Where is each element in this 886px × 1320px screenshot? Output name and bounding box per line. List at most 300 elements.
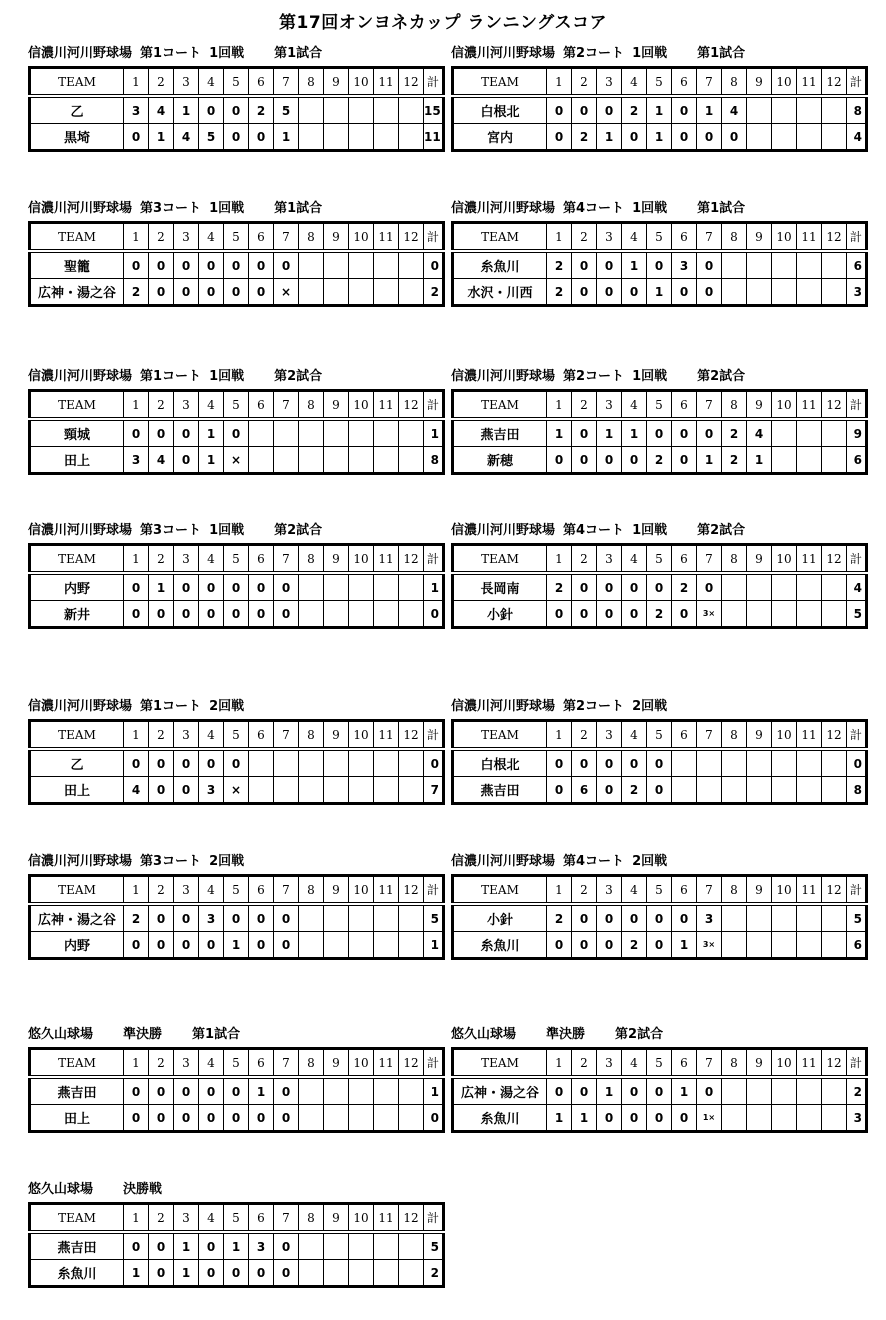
inning-score <box>797 96 822 124</box>
inning-score: 1 <box>149 124 174 151</box>
caption-round: 1回戦 <box>632 201 668 216</box>
inning-score: 1 <box>647 96 672 124</box>
inning-score <box>672 749 697 777</box>
score-block <box>451 853 867 960</box>
inning-score: 3 <box>124 447 149 474</box>
header-inning: 5 <box>647 68 672 97</box>
inning-score: 0 <box>199 1232 224 1260</box>
inning-score <box>399 419 424 447</box>
header-inning: 10 <box>349 68 374 97</box>
header-inning: 10 <box>772 223 797 252</box>
caption-game: 第1試合 <box>274 46 323 61</box>
inning-score: 0 <box>647 573 672 601</box>
header-inning: 11 <box>374 223 399 252</box>
inning-score: 3 <box>672 251 697 279</box>
inning-score: 0 <box>597 447 622 474</box>
inning-score: 0 <box>672 447 697 474</box>
inning-score: 0 <box>124 749 149 777</box>
total-score: 5 <box>847 601 867 628</box>
header-inning: 6 <box>249 1204 274 1233</box>
team-row <box>453 251 867 279</box>
header-row <box>30 545 444 574</box>
header-inning: 7 <box>697 68 722 97</box>
inning-score <box>399 932 424 959</box>
inning-score <box>772 601 797 628</box>
team-name: 糸魚川 <box>453 251 547 279</box>
inning-score <box>747 1077 772 1105</box>
inning-score: 0 <box>224 749 249 777</box>
score-block <box>28 1026 444 1133</box>
header-inning: 10 <box>772 545 797 574</box>
inning-score <box>772 279 797 306</box>
caption-venue: 悠久山球場 <box>28 1027 94 1042</box>
inning-score <box>797 932 822 959</box>
inning-score <box>399 96 424 124</box>
team-name: 聖籠 <box>30 251 124 279</box>
inning-score: 0 <box>572 904 597 932</box>
header-row <box>453 545 867 574</box>
header-total: 計 <box>847 1049 867 1078</box>
team-row <box>453 1077 867 1105</box>
inning-score: 0 <box>647 419 672 447</box>
caption-round: 1回戦 <box>632 369 668 384</box>
header-inning: 11 <box>797 1049 822 1078</box>
inning-score <box>772 749 797 777</box>
header-inning: 3 <box>174 68 199 97</box>
inning-score <box>374 124 399 151</box>
header-total: 計 <box>424 223 444 252</box>
inning-score: 0 <box>224 251 249 279</box>
inning-score: 0 <box>124 1105 149 1132</box>
team-name: 広神・湯之谷 <box>30 279 124 306</box>
header-team: TEAM <box>453 876 547 905</box>
inning-score <box>697 749 722 777</box>
inning-score <box>374 573 399 601</box>
caption-court: 第1コート <box>140 699 202 714</box>
inning-score <box>797 749 822 777</box>
inning-score: 4 <box>149 447 174 474</box>
score-block <box>28 200 444 307</box>
inning-score: 0 <box>697 251 722 279</box>
inning-score <box>797 251 822 279</box>
header-inning: 10 <box>349 223 374 252</box>
inning-score: 0 <box>199 1105 224 1132</box>
header-inning: 6 <box>672 876 697 905</box>
score-table <box>451 1047 868 1133</box>
header-inning: 6 <box>672 545 697 574</box>
caption-round: 1回戦 <box>209 46 245 61</box>
header-inning: 2 <box>149 223 174 252</box>
header-inning: 9 <box>747 721 772 750</box>
score-table <box>451 389 868 475</box>
inning-score: 0 <box>199 749 224 777</box>
team-row <box>30 251 444 279</box>
header-inning: 10 <box>349 876 374 905</box>
team-name: 広神・湯之谷 <box>453 1077 547 1105</box>
header-inning: 8 <box>722 223 747 252</box>
inning-score: 0 <box>149 1232 174 1260</box>
inning-score: 1 <box>174 96 199 124</box>
total-score: 0 <box>424 601 444 628</box>
header-inning: 12 <box>399 876 424 905</box>
caption-venue: 信濃川河川野球場 <box>451 369 556 384</box>
inning-score: 0 <box>672 1105 697 1132</box>
score-block <box>451 368 867 475</box>
game-caption <box>28 698 444 716</box>
header-inning: 3 <box>597 391 622 420</box>
inning-score: 0 <box>174 251 199 279</box>
inning-score <box>822 573 847 601</box>
inning-score <box>299 601 324 628</box>
header-inning: 8 <box>722 545 747 574</box>
header-inning: 12 <box>399 391 424 420</box>
header-inning: 2 <box>149 876 174 905</box>
header-inning: 12 <box>399 1204 424 1233</box>
inning-score <box>747 932 772 959</box>
inning-score: 4 <box>722 96 747 124</box>
inning-score <box>299 96 324 124</box>
inning-score: 0 <box>274 1077 299 1105</box>
inning-score: 0 <box>249 932 274 959</box>
inning-score <box>822 777 847 804</box>
inning-score <box>324 573 349 601</box>
header-inning: 9 <box>747 391 772 420</box>
inning-score: 0 <box>149 1077 174 1105</box>
header-team: TEAM <box>453 721 547 750</box>
score-table <box>28 389 445 475</box>
inning-score <box>299 1232 324 1260</box>
inning-score: 0 <box>174 279 199 306</box>
total-score: 11 <box>424 124 444 151</box>
header-inning: 4 <box>199 223 224 252</box>
inning-score: 1 <box>622 251 647 279</box>
inning-score: 3 <box>249 1232 274 1260</box>
total-score: 8 <box>847 777 867 804</box>
header-inning: 1 <box>124 876 149 905</box>
score-block <box>451 200 867 307</box>
inning-score: 0 <box>224 573 249 601</box>
inning-score: 0 <box>149 419 174 447</box>
header-inning: 4 <box>622 876 647 905</box>
header-inning: 10 <box>772 876 797 905</box>
team-name: 糸魚川 <box>30 1260 124 1287</box>
game-caption <box>451 368 867 386</box>
caption-round: 1回戦 <box>632 523 668 538</box>
inning-score <box>797 1105 822 1132</box>
inning-score: 0 <box>149 904 174 932</box>
score-table <box>451 719 868 805</box>
inning-score: 0 <box>249 904 274 932</box>
header-inning: 5 <box>224 68 249 97</box>
inning-score: 0 <box>622 573 647 601</box>
inning-score: 0 <box>274 601 299 628</box>
inning-score: 0 <box>249 251 274 279</box>
inning-score <box>399 1105 424 1132</box>
inning-score <box>722 904 747 932</box>
inning-score: 0 <box>124 1232 149 1260</box>
inning-score: 0 <box>274 251 299 279</box>
total-score: 5 <box>424 904 444 932</box>
header-inning: 4 <box>622 391 647 420</box>
header-inning: 8 <box>299 68 324 97</box>
header-inning: 7 <box>697 223 722 252</box>
inning-score: 0 <box>572 1077 597 1105</box>
inning-score: 0 <box>597 251 622 279</box>
header-inning: 11 <box>374 1049 399 1078</box>
total-score: 4 <box>847 124 867 151</box>
inning-score <box>399 251 424 279</box>
inning-score <box>399 749 424 777</box>
header-inning: 11 <box>797 876 822 905</box>
inning-score: 0 <box>622 447 647 474</box>
inning-score: 0 <box>124 932 149 959</box>
inning-score <box>747 251 772 279</box>
team-name: 糸魚川 <box>453 932 547 959</box>
total-score: 1 <box>424 1077 444 1105</box>
caption-round: 1回戦 <box>209 201 245 216</box>
header-inning: 4 <box>622 1049 647 1078</box>
inning-score: 3 <box>124 96 149 124</box>
header-inning: 3 <box>174 391 199 420</box>
header-inning: 12 <box>822 68 847 97</box>
game-caption <box>28 368 444 386</box>
inning-score <box>822 279 847 306</box>
header-inning: 1 <box>547 68 572 97</box>
header-inning: 1 <box>124 1204 149 1233</box>
total-score: 2 <box>847 1077 867 1105</box>
team-name: 新穂 <box>453 447 547 474</box>
header-inning: 12 <box>399 223 424 252</box>
header-inning: 10 <box>349 721 374 750</box>
header-inning: 1 <box>547 876 572 905</box>
header-team: TEAM <box>453 68 547 97</box>
header-inning: 10 <box>349 1204 374 1233</box>
header-inning: 7 <box>274 223 299 252</box>
inning-score: 0 <box>547 447 572 474</box>
header-inning: 9 <box>324 1049 349 1078</box>
header-inning: 4 <box>199 545 224 574</box>
caption-game: 第1試合 <box>192 1027 241 1042</box>
inning-score <box>399 1232 424 1260</box>
caption-court: 第4コート <box>563 201 625 216</box>
inning-score: 1 <box>747 447 772 474</box>
inning-score: 1 <box>224 932 249 959</box>
inning-score <box>274 777 299 804</box>
caption-venue: 悠久山球場 <box>451 1027 517 1042</box>
inning-score: 0 <box>199 251 224 279</box>
inning-score <box>374 601 399 628</box>
score-block <box>451 1026 867 1133</box>
inning-score <box>722 777 747 804</box>
header-inning: 6 <box>249 876 274 905</box>
team-row <box>30 279 444 306</box>
inning-score <box>324 904 349 932</box>
game-caption <box>28 1026 444 1044</box>
inning-score: 1 <box>274 124 299 151</box>
score-block <box>28 368 444 475</box>
inning-score <box>822 419 847 447</box>
inning-score: 0 <box>697 279 722 306</box>
caption-venue: 信濃川河川野球場 <box>28 201 133 216</box>
inning-score <box>324 447 349 474</box>
inning-score: 0 <box>124 601 149 628</box>
inning-score: 0 <box>124 1077 149 1105</box>
header-inning: 1 <box>124 721 149 750</box>
header-total: 計 <box>424 721 444 750</box>
inning-score: 2 <box>547 279 572 306</box>
header-total: 計 <box>847 391 867 420</box>
inning-score <box>374 96 399 124</box>
team-name: 白根北 <box>453 749 547 777</box>
header-inning: 3 <box>597 223 622 252</box>
inning-score: 0 <box>647 251 672 279</box>
caption-venue: 信濃川河川野球場 <box>451 854 556 869</box>
inning-score <box>399 447 424 474</box>
caption-venue: 悠久山球場 <box>28 1182 94 1197</box>
inning-score: 0 <box>174 777 199 804</box>
header-inning: 12 <box>822 876 847 905</box>
inning-score <box>349 447 374 474</box>
inning-score <box>747 601 772 628</box>
inning-score <box>822 749 847 777</box>
inning-score: 0 <box>224 904 249 932</box>
inning-score: 1 <box>647 279 672 306</box>
header-row <box>30 68 444 97</box>
team-name: 田上 <box>30 777 124 804</box>
header-inning: 7 <box>697 1049 722 1078</box>
caption-game: 第2試合 <box>274 369 323 384</box>
inning-score <box>399 777 424 804</box>
header-inning: 5 <box>224 391 249 420</box>
total-score: 6 <box>847 932 867 959</box>
inning-score <box>249 447 274 474</box>
inning-score <box>349 777 374 804</box>
inning-score <box>772 1077 797 1105</box>
header-row <box>453 68 867 97</box>
header-inning: 1 <box>547 721 572 750</box>
team-row <box>453 279 867 306</box>
team-row <box>30 419 444 447</box>
inning-score: 0 <box>149 1260 174 1287</box>
inning-score: 2 <box>622 777 647 804</box>
header-inning: 4 <box>199 876 224 905</box>
inning-score: 0 <box>547 749 572 777</box>
caption-venue: 信濃川河川野球場 <box>451 699 556 714</box>
inning-score: 0 <box>647 777 672 804</box>
caption-venue: 信濃川河川野球場 <box>451 46 556 61</box>
inning-score: 1 <box>647 124 672 151</box>
header-total: 計 <box>847 223 867 252</box>
total-score: 1 <box>424 573 444 601</box>
header-inning: 9 <box>747 876 772 905</box>
header-inning: 6 <box>672 391 697 420</box>
header-inning: 2 <box>572 1049 597 1078</box>
score-block <box>28 45 444 152</box>
header-inning: 2 <box>572 68 597 97</box>
total-score: 0 <box>424 749 444 777</box>
header-inning: 12 <box>822 1049 847 1078</box>
inning-score: 0 <box>672 419 697 447</box>
inning-score: 4 <box>747 419 772 447</box>
inning-score <box>349 749 374 777</box>
header-inning: 3 <box>597 876 622 905</box>
header-team: TEAM <box>453 1049 547 1078</box>
inning-score: 3× <box>697 601 722 628</box>
header-team: TEAM <box>30 68 124 97</box>
team-row <box>453 96 867 124</box>
game-caption <box>28 200 444 218</box>
header-inning: 3 <box>597 721 622 750</box>
header-inning: 1 <box>124 223 149 252</box>
inning-score <box>324 124 349 151</box>
caption-court: 第3コート <box>140 523 202 538</box>
inning-score: 0 <box>249 124 274 151</box>
header-inning: 4 <box>199 1049 224 1078</box>
inning-score: 2 <box>622 932 647 959</box>
team-row <box>453 447 867 474</box>
total-score: 4 <box>847 573 867 601</box>
header-inning: 3 <box>174 721 199 750</box>
inning-score: × <box>274 279 299 306</box>
header-inning: 11 <box>374 876 399 905</box>
inning-score: 2 <box>647 601 672 628</box>
inning-score <box>299 1260 324 1287</box>
inning-score <box>374 1077 399 1105</box>
team-row <box>30 601 444 628</box>
team-row <box>453 601 867 628</box>
header-inning: 1 <box>547 1049 572 1078</box>
inning-score <box>722 573 747 601</box>
inning-score <box>374 447 399 474</box>
inning-score <box>772 419 797 447</box>
inning-score: 0 <box>224 124 249 151</box>
inning-score: 0 <box>647 904 672 932</box>
inning-score: 0 <box>572 279 597 306</box>
inning-score: 3× <box>697 932 722 959</box>
header-inning: 5 <box>224 1204 249 1233</box>
inning-score <box>822 601 847 628</box>
header-inning: 5 <box>224 1049 249 1078</box>
header-inning: 6 <box>672 1049 697 1078</box>
score-table <box>28 66 445 152</box>
inning-score <box>797 573 822 601</box>
inning-score: 0 <box>672 96 697 124</box>
team-name: 乙 <box>30 96 124 124</box>
header-row <box>30 876 444 905</box>
caption-round: 2回戦 <box>209 854 245 869</box>
score-table <box>28 221 445 307</box>
header-inning: 7 <box>697 391 722 420</box>
header-inning: 8 <box>299 1204 324 1233</box>
header-inning: 2 <box>572 721 597 750</box>
game-caption <box>451 853 867 871</box>
inning-score: 0 <box>597 932 622 959</box>
team-name: 広神・湯之谷 <box>30 904 124 932</box>
header-inning: 5 <box>647 1049 672 1078</box>
header-team: TEAM <box>30 1204 124 1233</box>
header-inning: 1 <box>547 391 572 420</box>
game-caption <box>451 698 867 716</box>
inning-score <box>722 251 747 279</box>
total-score: 6 <box>847 447 867 474</box>
score-table <box>451 221 868 307</box>
team-row <box>453 777 867 804</box>
header-inning: 3 <box>597 68 622 97</box>
inning-score <box>299 124 324 151</box>
team-row <box>30 96 444 124</box>
team-row <box>453 1105 867 1132</box>
header-inning: 1 <box>124 1049 149 1078</box>
